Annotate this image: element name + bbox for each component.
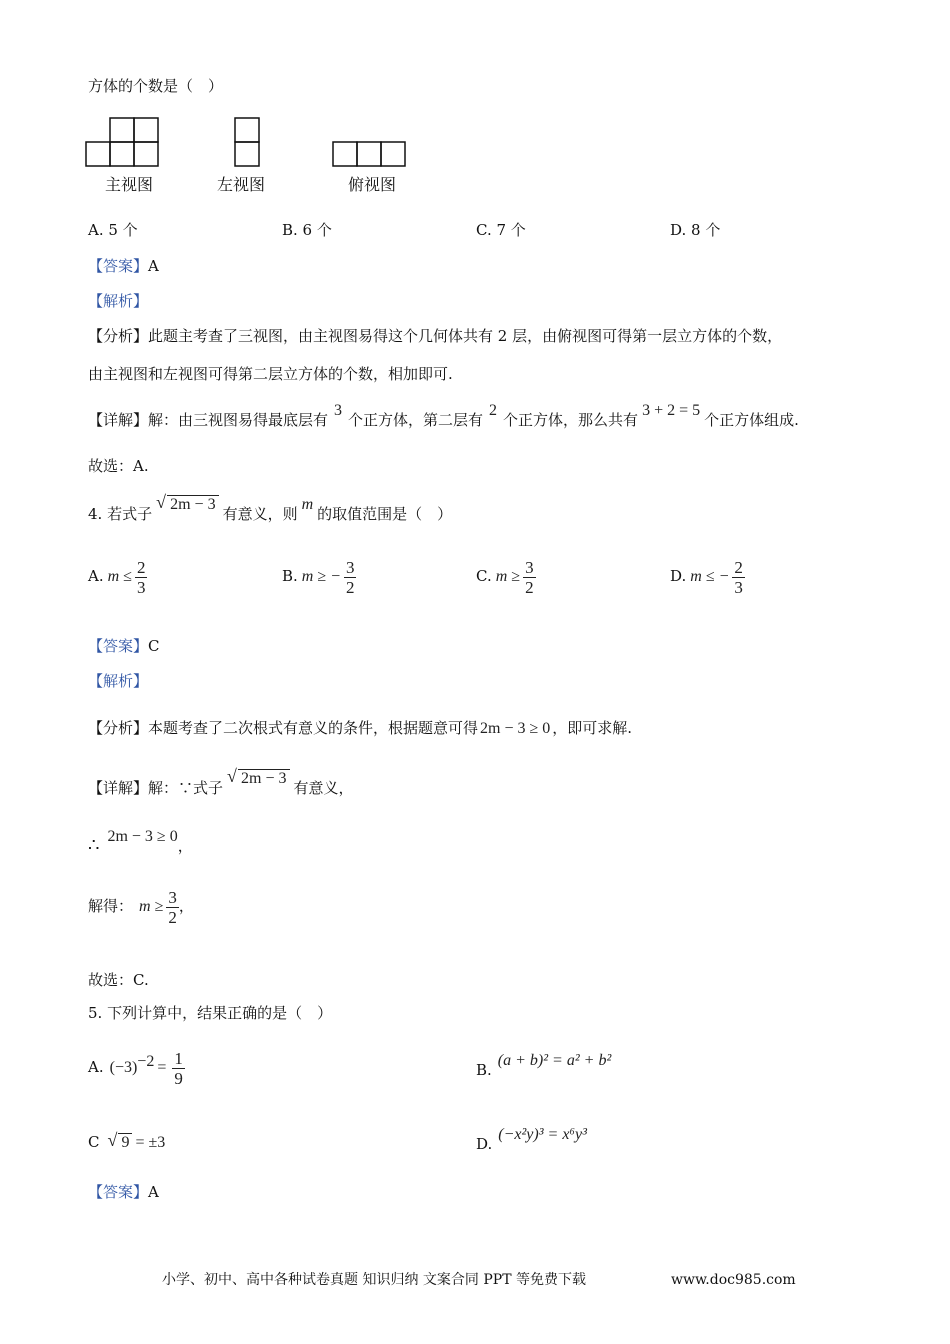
fraction-denominator: 3 <box>734 577 743 597</box>
xiangjie-text-d: 个正方体组成. <box>704 411 799 429</box>
fenxi-tag: 【分析】 <box>88 719 149 737</box>
option-fraction <box>732 558 745 597</box>
option-c-sqrt <box>107 1130 132 1153</box>
option-a-base: (−3) <box>109 1059 138 1076</box>
fenxi-text-b: ，即可求解. <box>552 719 633 737</box>
q4-option-a <box>88 554 147 599</box>
q4-stem-c: 的取值范围是（ ） <box>317 505 453 523</box>
option-label: A. <box>88 567 104 585</box>
xiangjie-tag: 【详解】 <box>88 411 149 429</box>
q3-answer <box>88 256 159 276</box>
xiangjie-num-2: 2 <box>489 402 498 419</box>
fraction-numerator: 3 <box>345 557 355 577</box>
xiangjie-tag: 【详解】 <box>88 779 149 797</box>
left-view-figure <box>235 118 259 166</box>
xiangjie-text-b: 有意义， <box>293 779 354 797</box>
option-fraction <box>523 558 536 597</box>
fenxi-text-a: 本题考查了二次根式有意义的条件，根据题意可得 <box>148 719 479 737</box>
fraction-denominator: 2 <box>525 577 534 597</box>
left-view-label: 左视图 <box>217 175 266 194</box>
answer-tag: 【答案】 <box>88 637 149 655</box>
q5-answer <box>88 1182 159 1202</box>
top-view-label: 俯视图 <box>348 175 397 194</box>
fenxi-tag: 【分析】 <box>88 327 149 345</box>
front-view-label: 主视图 <box>105 175 154 194</box>
answer-tag: 【答案】 <box>88 1183 149 1201</box>
q4-stem-a: 4. 若式子 <box>88 505 153 523</box>
q5-option-c <box>88 1132 165 1153</box>
q3-option-c: C. 7 个 <box>476 221 526 239</box>
option-a-fraction <box>172 1049 185 1088</box>
answer-value: A <box>148 1183 159 1201</box>
q3-option-d: D. 8 个 <box>670 221 721 239</box>
sqrt-symbol: √ <box>156 492 166 512</box>
fraction-numerator: 2 <box>734 557 743 577</box>
option-label: C. <box>476 567 492 585</box>
xiangjie-sqrt-expr <box>227 766 289 789</box>
q4-option-d <box>670 554 745 599</box>
q4-choose: 故选：C. <box>88 971 149 989</box>
option-lhs: m ≤ − <box>690 568 730 585</box>
option-c-rest: = ±3 <box>135 1134 166 1151</box>
option-fraction <box>135 558 148 597</box>
jiede-fraction <box>166 888 179 927</box>
front-view-figure <box>86 118 158 166</box>
fraction-numerator: 1 <box>174 1048 183 1068</box>
answer-value: C <box>148 637 160 655</box>
xiangjie-text-b: 个正方体，第二层有 <box>348 411 484 429</box>
fenxi-inequality: 2m − 3 ≥ 0 <box>480 720 551 737</box>
q3-option-b: B. 6 个 <box>282 221 332 239</box>
q3-fenxi <box>88 326 782 346</box>
q3-fenxi-line2: 由主视图和左视图可得第二层立方体的个数，相加即可. <box>88 365 453 383</box>
fraction-denominator: 9 <box>174 1068 183 1088</box>
answer-value: A <box>148 257 159 275</box>
q5-option-b <box>476 1052 611 1089</box>
therefore-symbol: ∴ <box>88 835 100 856</box>
option-lhs: m ≥ <box>495 568 521 585</box>
xiangjie-sum-expr: 3 + 2 = 5 <box>642 402 701 419</box>
answer-tag: 【答案】 <box>88 257 149 275</box>
q4-var-m: m <box>301 496 314 513</box>
top-view-figure <box>333 142 405 166</box>
q3-jiexi-tag: 【解析】 <box>88 292 149 310</box>
q4-jiexi-tag: 【解析】 <box>88 672 149 690</box>
option-a-equals: = <box>157 1059 167 1076</box>
q5-option-a <box>88 1040 185 1090</box>
therefore-inequality: 2m − 3 ≥ 0 <box>107 828 178 845</box>
q4-stem-b: 有意义，则 <box>222 505 298 523</box>
q4-radicand: 2m − 3 <box>167 495 218 513</box>
option-label: B. <box>282 567 298 585</box>
q4-option-c <box>476 554 536 599</box>
jiede-label: 解得： <box>88 897 134 915</box>
sqrt-symbol: √ <box>227 766 237 786</box>
xiangjie-num-3: 3 <box>334 402 343 419</box>
q4-answer <box>88 636 160 656</box>
fraction-denominator: 2 <box>345 577 355 597</box>
option-b-expr: (a + b)² = a² + b² <box>497 1052 612 1069</box>
fraction-denominator: 3 <box>136 577 146 597</box>
xiangjie-text-c: 个正方体，那么共有 <box>503 411 639 429</box>
jiede-lhs: m ≥ <box>139 898 164 915</box>
q4-sqrt-expr <box>156 492 218 515</box>
fraction-denominator: 2 <box>168 907 177 927</box>
q5-option-d <box>476 1126 587 1155</box>
option-label: B. <box>476 1061 492 1079</box>
q4-option-b <box>282 554 356 599</box>
option-a-exponent: −2 <box>137 1053 155 1070</box>
option-lhs: m ≤ <box>107 568 132 585</box>
footer-text: 小学、初中、高中各种试卷真题 知识归纳 文案合同 PPT 等免费下载 <box>162 1272 586 1288</box>
option-lhs: m ≥ − <box>301 568 341 585</box>
xiangjie-text-a: 解：由三视图易得最底层有 <box>148 411 329 429</box>
fenxi-line1: 此题主考查了三视图，由主视图易得这个几何体共有 2 层，由俯视图可得第一层立方体的个数， <box>148 327 783 345</box>
footer-site-link[interactable]: www.doc985.com <box>671 1272 796 1288</box>
q4-jiede-line <box>88 884 194 929</box>
fraction-numerator: 2 <box>136 557 146 577</box>
xiangjie-radicand: 2m − 3 <box>238 769 289 787</box>
q3-stem-continuation: 方体的个数是（ ） <box>88 77 224 95</box>
xiangjie-text-a: 解：∵式子 <box>148 779 224 797</box>
q3-option-a: A. 5 个 <box>88 221 138 239</box>
option-label: A. <box>88 1058 104 1076</box>
q3-xiangjie <box>88 402 799 431</box>
option-c-radicand: 9 <box>118 1133 132 1151</box>
q3-choose: 故选：A. <box>88 457 149 475</box>
fraction-numerator: 3 <box>525 557 534 577</box>
sqrt-symbol: √ <box>107 1130 118 1150</box>
comma: ， <box>177 837 193 855</box>
option-label: D. <box>476 1135 493 1153</box>
fraction-numerator: 3 <box>168 887 177 907</box>
option-label: D. <box>670 567 687 585</box>
q4-stem <box>88 492 453 525</box>
q4-fenxi <box>88 718 632 739</box>
option-label: C <box>88 1133 100 1151</box>
option-fraction <box>344 558 357 597</box>
q5-stem: 5. 下列计算中，结果正确的是（ ） <box>88 1004 333 1022</box>
q4-xiangjie <box>88 766 354 799</box>
q4-therefore-line <box>88 828 193 857</box>
comma: ， <box>178 897 194 915</box>
option-d-expr: (−x²y)³ = x⁶y³ <box>498 1126 587 1143</box>
